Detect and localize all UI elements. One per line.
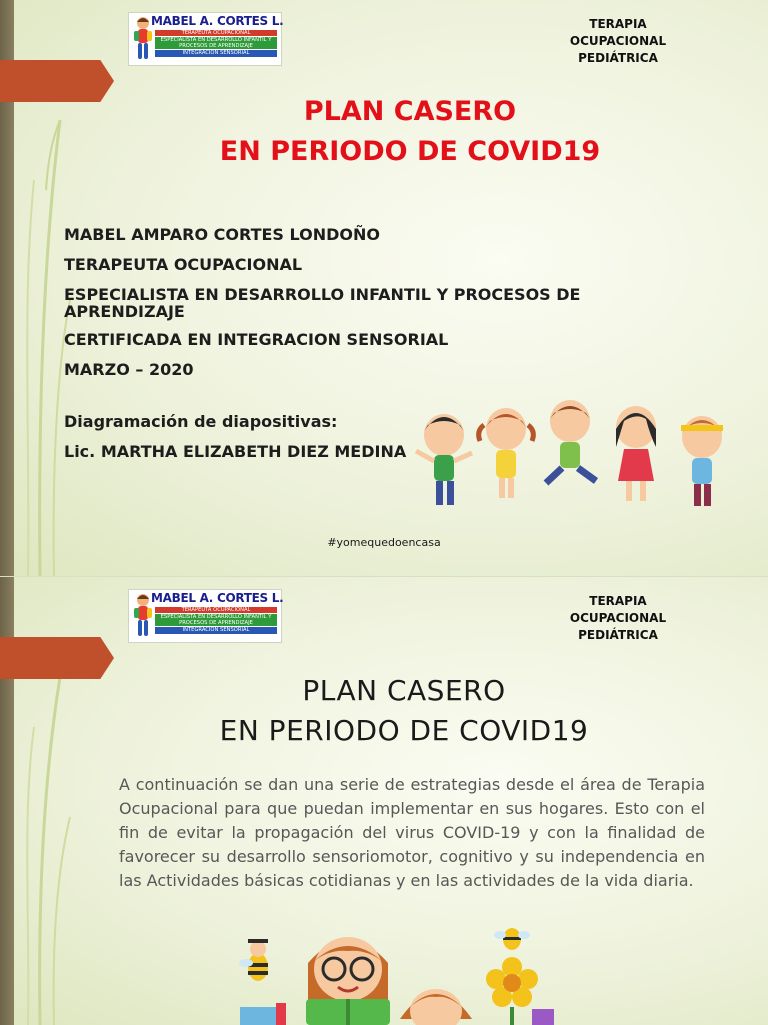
- title-line-1: PLAN CASERO: [302, 674, 506, 707]
- org-line-1: TERAPIA: [589, 594, 647, 608]
- orange-arrow-tab: [0, 60, 114, 102]
- author-specialty: ESPECIALISTA EN DESARROLLO INFANTIL Y PROCESOS DE APRENDIZAJE: [64, 285, 581, 321]
- logo: [128, 12, 282, 66]
- slide-2: [0, 576, 768, 1025]
- bee-graduate-icon: [239, 939, 286, 1025]
- org-line-2: OCUPACIONAL: [569, 611, 667, 625]
- date: MARZO – 2020: [64, 360, 194, 379]
- logo-name: MABEL A. CORTES L.: [151, 14, 284, 28]
- author-name: MABEL AMPARO CORTES LONDOÑO: [64, 225, 381, 244]
- logo-line-2: ESPECIALISTA EN DESARROLLO INFANTIL Y PROCESOS DE APRENDIZAJE: [155, 37, 277, 49]
- author-profession: TERAPEUTA OCUPACIONAL: [64, 255, 303, 274]
- design-label: Diagramación de diapositivas:: [64, 412, 338, 431]
- logo-line-2: ESPECIALISTA EN DESARROLLO INFANTIL Y PROCESOS DE APRENDIZAJE: [155, 614, 277, 626]
- logo-line-3: INTEGRACION SENSORIAL: [155, 627, 277, 634]
- hashtag: #yomequedoencasa: [327, 536, 441, 549]
- designer-name: Lic. MARTHA ELIZABETH DIEZ MEDINA: [64, 442, 407, 461]
- children-jumping-illustration: [410, 395, 735, 515]
- logo: [128, 589, 282, 643]
- intro-paragraph: A continuación se dan una serie de estrategias desde el área de Terapia Ocupacional para que puedan implementar en sus hogares. Esto con el fin de evitar la propagación del virus COVID-19 y con la finalidad de favorecer su desarrollo sensoriomotor, cognitivo y su independencia en las Actividades básicas cotidianas y en las actividades de la vida diaria.: [119, 775, 705, 890]
- logo-line-1: TERAPEUTA OCUPACIONAL: [155, 607, 277, 613]
- org-label: [548, 16, 688, 67]
- title-line-2: EN PERIODO DE COVID19: [219, 136, 601, 167]
- author-certification: CERTIFICADA EN INTEGRACION SENSORIAL: [64, 330, 449, 349]
- girl-reading-illustration: [236, 923, 556, 1025]
- org-line-1: TERAPIA: [589, 17, 647, 31]
- title-line-2: EN PERIODO DE COVID19: [219, 714, 589, 747]
- org-label: [548, 593, 688, 644]
- logo-line-3: INTEGRACION SENSORIAL: [155, 50, 277, 57]
- org-line-3: PEDIÁTRICA: [578, 51, 658, 65]
- title-line-1: PLAN CASERO: [303, 96, 517, 127]
- logo-name: MABEL A. CORTES L.: [151, 591, 284, 605]
- org-line-3: PEDIÁTRICA: [578, 628, 658, 642]
- logo-line-1: TERAPEUTA OCUPACIONAL: [155, 30, 277, 36]
- slide-2-title: [130, 671, 678, 751]
- slide-1-title: [130, 92, 690, 172]
- org-line-2: OCUPACIONAL: [569, 34, 667, 48]
- bee-flower-icon: [486, 928, 554, 1025]
- orange-arrow-tab: [0, 637, 114, 679]
